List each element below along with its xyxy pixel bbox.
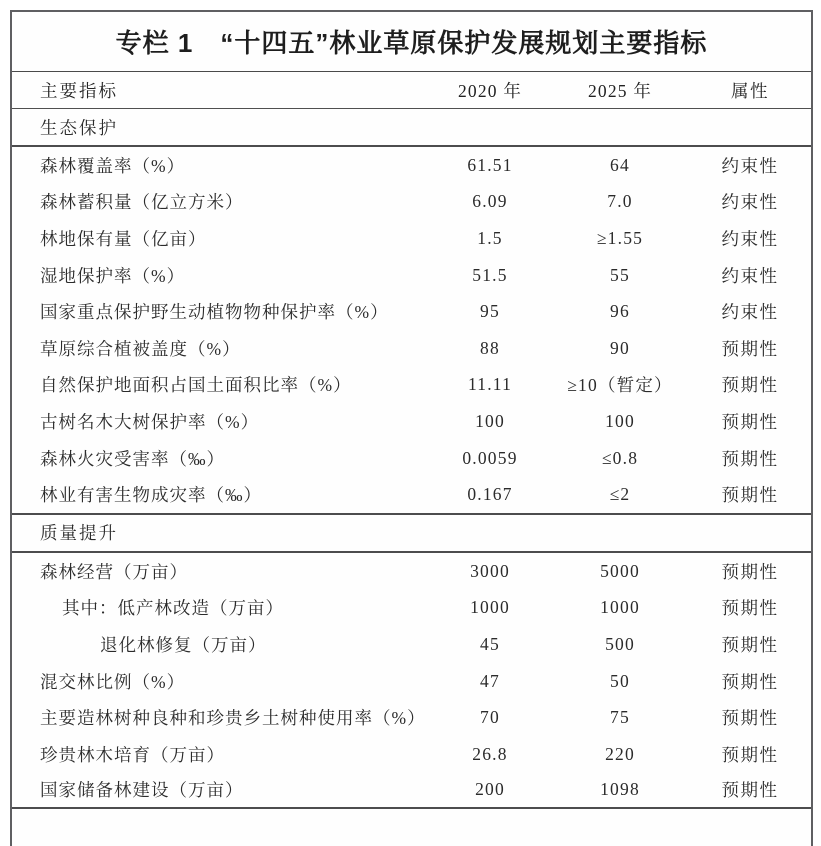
value-2020: 100 [475,410,505,431]
value-2025: 1098 [600,779,640,800]
value-2025: ≤2 [609,484,631,505]
indicator-name: 森林火灾受害率（‰） [40,448,225,469]
value-2025: ≥10（暂定） [567,375,673,396]
attr-value: 预期性 [721,375,779,396]
attr-value: 预期性 [721,485,779,506]
attr-value: 预期性 [721,744,779,765]
value-2025: 5000 [600,560,640,581]
section-row [12,513,811,553]
table-row [12,147,811,184]
indicator-name: 草原综合植被盖度（%） [40,338,241,359]
value-2025: 64 [610,154,630,175]
indicator-name: 其中：低产林改造（万亩） [62,598,284,619]
table-row [12,736,811,773]
attr-value: 约束性 [721,192,779,213]
indicator-name: 珍贵林木培育（万亩） [40,744,225,765]
attr-value: 预期性 [721,598,779,619]
indicator-name: 森林覆盖率（%） [40,155,186,176]
value-2020: 0.0059 [462,447,518,468]
value-2020: 95 [480,301,500,322]
section-name: 生态保护 [40,117,118,138]
value-2025: 55 [610,264,630,285]
attr-value: 预期性 [721,411,779,432]
value-2020: 1000 [470,597,510,618]
table-row [12,403,811,440]
value-2020: 47 [480,670,500,691]
attr-value: 预期性 [721,448,779,469]
table-row [12,257,811,294]
col-header-indicator: 主要指标 [40,80,118,101]
value-2025: ≥1.55 [596,227,644,248]
table-row [12,626,811,663]
indicator-name: 森林蓄积量（亿立方米） [40,192,244,213]
table-row [12,699,811,736]
value-2020: 45 [480,633,500,654]
table-row [12,663,811,700]
attr-value: 预期性 [721,634,779,655]
indicator-name: 古树名木大树保护率（%） [40,411,260,432]
value-2025: 90 [610,337,630,358]
table-container [10,10,813,846]
value-2020: 70 [480,707,500,728]
value-2020: 1.5 [477,227,503,248]
attr-value: 约束性 [721,265,779,286]
table-row [12,367,811,404]
value-2020: 3000 [470,560,510,581]
attr-value: 约束性 [721,155,779,176]
indicator-name: 林业有害生物成灾率（‰） [40,485,262,506]
value-2020: 51.5 [472,264,508,285]
value-2025: 1000 [600,597,640,618]
attr-value: 约束性 [721,228,779,249]
indicator-name: 混交林比例（%） [40,671,186,692]
indicator-name: 主要造林树种良种和珍贵乡土树种使用率（%） [40,708,426,729]
value-2025: 220 [605,743,635,764]
table-row [12,476,811,513]
attr-value: 预期性 [721,671,779,692]
table-title: 专栏 1 “十四五”林业草原保护发展规划主要指标 [12,12,811,72]
table-row [12,440,811,477]
value-2020: 200 [475,779,505,800]
value-2025: 50 [610,670,630,691]
indicator-name: 国家储备林建设（万亩） [40,780,244,801]
value-2025: 7.0 [607,191,633,212]
value-2025: 96 [610,301,630,322]
indicator-name: 林地保有量（亿亩） [40,228,207,249]
indicator-name: 退化林修复（万亩） [100,634,267,655]
value-2020: 26.8 [472,743,508,764]
col-header-attr: 属性 [731,80,769,101]
indicator-name: 自然保护地面积占国土面积比率（%） [40,375,352,396]
col-header-2020: 2020 年 [457,80,523,101]
attr-value: 预期性 [721,708,779,729]
indicator-name: 森林经营（万亩） [40,561,188,582]
table-row [12,553,811,590]
table-row [12,220,811,257]
attr-value: 约束性 [721,302,779,323]
attr-value: 预期性 [721,780,779,801]
table-row [12,773,811,810]
value-2020: 11.11 [467,374,513,395]
value-2020: 0.167 [467,484,513,505]
col-header-2025: 2025 年 [587,80,653,101]
value-2025: 500 [605,633,635,654]
indicator-name: 国家重点保护野生动植物物种保护率（%） [40,302,389,323]
table-body [12,109,811,809]
value-2020: 6.09 [472,191,508,212]
value-2020: 61.51 [467,154,513,175]
indicator-name: 湿地保护率（%） [40,265,186,286]
section-name: 质量提升 [40,523,118,544]
attr-value: 预期性 [721,338,779,359]
table-header-row [12,72,811,109]
table-row [12,293,811,330]
section-row [12,109,811,147]
value-2025: ≤0.8 [601,447,639,468]
value-2025: 100 [605,410,635,431]
table-row [12,330,811,367]
table-row [12,590,811,627]
table-row [12,184,811,221]
value-2025: 75 [610,707,630,728]
attr-value: 预期性 [721,561,779,582]
value-2020: 88 [480,337,500,358]
